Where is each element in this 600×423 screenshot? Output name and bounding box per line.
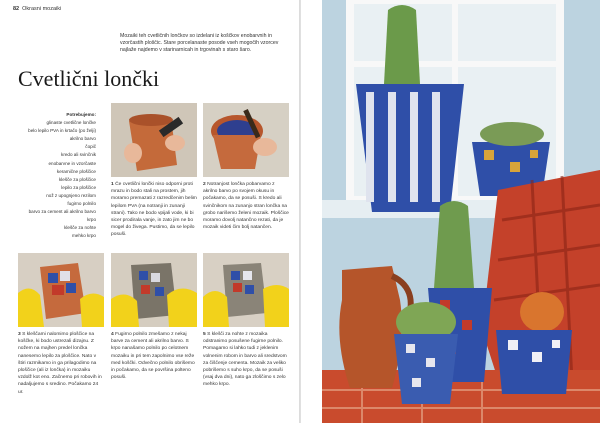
materials-item: akrilno barvo bbox=[69, 136, 96, 142]
step-3-photo bbox=[18, 253, 104, 327]
materials-item: glinaste cvetlične lončke bbox=[46, 120, 96, 126]
step-number: 4 bbox=[111, 332, 114, 337]
step-4-text bbox=[111, 331, 197, 381]
materials-item: nož z upognjeno rezilom bbox=[46, 192, 96, 198]
step-body: Če cvetlični lončki niso odporni proti mrazu in bodo stali na prostem, jih moramo premazati z razredčenim belim lepilom PVA (na notranji in zunanji strani). Tako ne bodo vpijali vode, ki bi sicer prodirala vanje, in zato jim ne bo mogel do živega. Pustimo, da se lepilo posuši. bbox=[111, 182, 197, 238]
materials-item: belo lepilo PVA in krtačo (po želji) bbox=[28, 128, 96, 134]
step-body: Fugirno polnilo zmešamo z nekaj barve za cement ali akrilno barvo. S krpo nanašamo polnilo po celotnem mozaiku in pri tem zapolnimo vse reže med koščki. Odvečno polnilo obrišemo in počakamo, da se površina polteno posuši. bbox=[111, 332, 195, 381]
materials-item: enobarvne in vzorčaste bbox=[48, 160, 96, 166]
step-2-text bbox=[203, 181, 289, 231]
step-number: 1 bbox=[111, 182, 114, 187]
step-number: 5 bbox=[203, 332, 206, 337]
step-4-photo bbox=[111, 253, 197, 327]
page-fold bbox=[299, 0, 301, 423]
step-body: S kleščami nalomimo ploščice na koščke, ki bodo ustrezali dizajnu. Z nožem na majhen predel lončka nanesemo lepilo za ploščice. Nato v štiri razmikamo in ga prilagodimo na ploščice (ali iz lončka) in mozaiku vzdolž kot eno. Začnemo pri robovih in nadaljujemo s sredino. Počakamo 24 ur. bbox=[18, 332, 102, 395]
step-body: Notranjost lončka pobarvamo z akrilno barvo po svojem okusu in počakamo, da se posuši. S kredo ali svinčnikom na zunanjo stran lončka na grobo narišemo želeni mozaik. Ploščice moramo dovolj natančno rezati, da je mozaik videti čim bolj natančen. bbox=[203, 182, 289, 231]
step-1-photo bbox=[111, 103, 197, 177]
materials-item: barvo za cement ali akrilno barvo bbox=[28, 209, 96, 215]
materials-item: keramične ploščice bbox=[56, 168, 96, 174]
page-title: Cvetlični lončki bbox=[18, 66, 160, 91]
materials-item: kredo ali svinčnik bbox=[61, 152, 96, 158]
main-photo bbox=[322, 0, 600, 423]
intro-paragraph: Mozaiki teh cvetličnih lončkov so izdelani iz koščkov enobarvnih in vzorčastih ploščic. Stare porcelanaste posode vseh mogočih vzorcev najlaže najdemo v starinarnicah in trgovinah s staro šaro. bbox=[120, 33, 279, 54]
step-5-photo bbox=[203, 253, 289, 327]
materials-item: mehko krpo bbox=[71, 233, 96, 239]
materials-heading: Potrebujemo: bbox=[66, 112, 96, 117]
step-number: 3 bbox=[18, 332, 21, 337]
step-1-text bbox=[111, 181, 197, 239]
step-number: 2 bbox=[203, 182, 206, 187]
materials-item: klešče za ploščice bbox=[58, 176, 96, 182]
step-2-photo bbox=[203, 103, 289, 177]
step-5-text bbox=[203, 331, 289, 389]
step-body: S klešči za nohte z mozaika odstranimo posušene fugirne polnilo. Pomagamo si lahko tudi z jeklenim volnenim robom in barvo ali sredstvom za čiščenje cementa. Mozaik za veliko pobrišemo s suho krpo, da se posuši (vsaj dva dni), nato ga zloščimo s zelo mehko krpo. bbox=[203, 332, 287, 388]
running-header bbox=[13, 6, 61, 12]
materials-item: lepilo za ploščice bbox=[61, 184, 96, 190]
materials-item: čopič bbox=[85, 144, 96, 150]
materials-list bbox=[18, 111, 96, 241]
materials-item: fugirno polnilo bbox=[67, 201, 96, 207]
materials-item: krpo bbox=[87, 217, 96, 223]
page-number: 82 bbox=[13, 6, 20, 12]
materials-item: klešče za nohte bbox=[64, 225, 96, 231]
section-title: Okrasni mozaiki bbox=[22, 6, 62, 12]
step-3-text bbox=[18, 331, 104, 396]
